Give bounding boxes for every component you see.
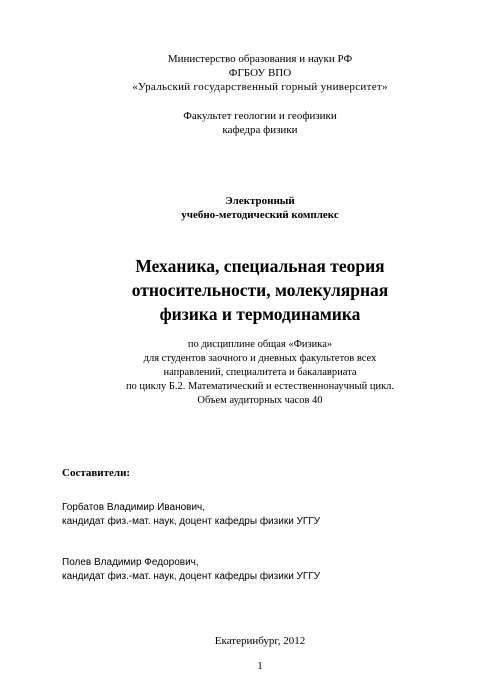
title-line-2: относительности, молекулярная [131,280,389,300]
title-line-1: Механика, специальная теория [135,256,385,276]
author-1-role: кандидат физ.-мат. наук, доцент кафедры физики УГГУ [62,516,321,527]
author-2-role: кандидат физ.-мат. наук, доцент кафедры физики УГГУ [62,571,321,582]
complex-line-2: учебно-методический комплекс [181,209,339,221]
university-line: «Уральский государственный горный университет» [132,81,388,93]
description-line-5: Объем аудиторных часов 40 [197,395,323,406]
author-1-name: Горбатов Владимир Иванович, [62,502,206,513]
title-line-3: физика и термодинамика [159,304,361,324]
description-line-2: для студентов заочного и дневных факультетов всех [143,353,377,364]
complex-line-1: Электронный [225,195,295,207]
city-year: Екатеринбург, 2012 [214,635,306,647]
description-line-4: по циклу Б.2. Математический и естественнонаучный цикл. [125,381,395,392]
page-number: 1 [257,660,263,672]
author-2-name: Полев Владимир Федорович, [62,557,199,568]
ministry-line: Министерство образования и науки РФ [167,53,353,65]
description-line-1: по дисциплине общая «Физика» [187,339,333,350]
authors-heading: Составители: [62,467,131,479]
fgbou-line: ФГБОУ ВПО [228,67,292,79]
faculty-line: Факультет геологии и геофизики [183,110,337,122]
department-line: кафедра физики [222,124,298,136]
description-line-3: направлений, специалитета и бакалавриата [163,367,357,378]
